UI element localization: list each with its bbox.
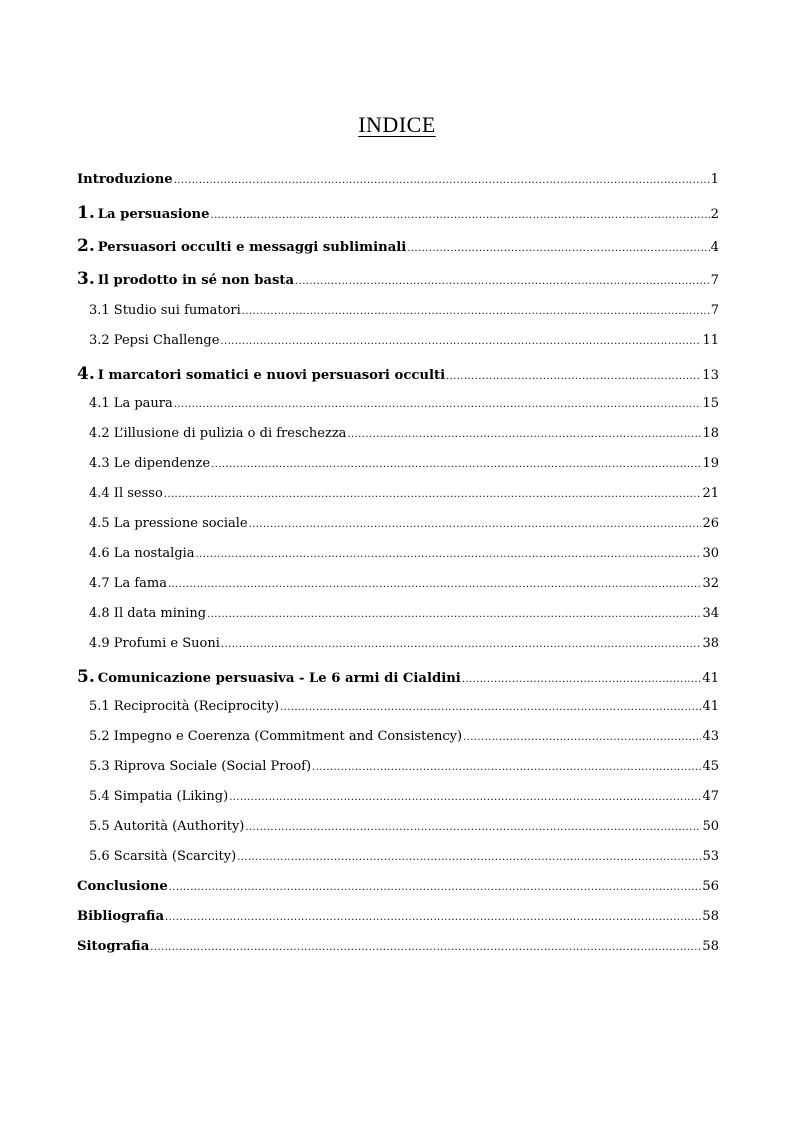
toc-entry-label: 5.6 Scarsità (Scarcity)	[89, 849, 237, 864]
toc-entry[interactable]	[77, 170, 719, 191]
toc-page-number: 41	[702, 699, 719, 714]
toc-page-number: 43	[702, 729, 719, 744]
toc-entry-label: 4.4 Il sesso	[89, 486, 163, 501]
toc-entry-label: Conclusione	[77, 879, 168, 894]
chapter-number: 4.	[77, 364, 95, 384]
dot-leader	[249, 515, 702, 535]
toc-entry-label: 4.2 L’illusione di pulizia o di freschezza	[89, 426, 347, 441]
toc-page-number: 4	[710, 240, 719, 255]
toc-entry-label: 4.5 La pressione sociale	[89, 516, 248, 531]
toc-entry[interactable]	[77, 544, 719, 565]
dot-leader	[220, 332, 701, 352]
toc-entry-label: 4.1 La paura	[89, 396, 173, 411]
dot-leader	[174, 395, 702, 415]
toc-page-number: 30	[702, 546, 719, 561]
toc-entry[interactable]	[77, 907, 719, 928]
toc-page-number: 15	[702, 396, 719, 411]
dot-leader	[446, 367, 701, 387]
chapter-number: 1.	[77, 203, 95, 223]
toc-entry[interactable]	[77, 634, 719, 655]
dot-leader	[150, 938, 701, 958]
toc-entry[interactable]	[77, 514, 719, 535]
toc-entry[interactable]	[77, 269, 719, 292]
dot-leader	[196, 545, 702, 565]
toc-entry-label: 5.1 Reciprocità (Reciprocity)	[89, 699, 280, 714]
toc-page-number: 58	[702, 909, 719, 924]
toc-entry-label: Bibliografia	[77, 909, 165, 924]
dot-leader	[407, 239, 709, 259]
toc-page-number: 32	[702, 576, 719, 591]
toc-entry[interactable]	[77, 847, 719, 868]
toc-entry[interactable]	[77, 697, 719, 718]
toc-entry-label: 3.2 Pepsi Challenge	[89, 333, 220, 348]
toc-page-number: 47	[702, 789, 719, 804]
toc-page-number: 34	[702, 606, 719, 621]
dot-leader	[207, 605, 701, 625]
chapter-number: 3.	[77, 269, 95, 289]
toc-page-number: 19	[702, 456, 719, 471]
toc-entry[interactable]	[77, 484, 719, 505]
toc-entry-label: 5.4 Simpatia (Liking)	[89, 789, 229, 804]
dot-leader	[242, 302, 710, 322]
toc-entry-label: Comunicazione persuasiva - Le 6 armi di Cialdini	[97, 671, 461, 686]
dot-leader	[164, 485, 702, 505]
toc-entry[interactable]	[77, 574, 719, 595]
toc-page-number: 38	[702, 636, 719, 651]
page-title: INDICE	[358, 112, 436, 137]
toc-entry-label: 5.5 Autorità (Authority)	[89, 819, 245, 834]
dot-leader	[229, 788, 701, 808]
dot-leader	[221, 635, 702, 655]
toc-page-number: 13	[702, 368, 719, 383]
toc-entry[interactable]	[77, 817, 719, 838]
toc-entry[interactable]	[77, 727, 719, 748]
toc-page-number: 26	[702, 516, 719, 531]
dot-leader	[174, 171, 710, 191]
dot-leader	[237, 848, 701, 868]
toc-entry-label: 4.8 Il data mining	[89, 606, 207, 621]
dot-leader	[463, 728, 701, 748]
toc-entry-label: 4.3 Le dipendenze	[89, 456, 211, 471]
toc-page-number: 11	[702, 333, 719, 348]
toc-entry-label: 3.1 Studio sui fumatori	[89, 303, 241, 318]
toc-entry[interactable]	[77, 301, 719, 322]
toc-page-number: 7	[710, 303, 719, 318]
dot-leader	[280, 698, 701, 718]
toc-entry-label: 4.6 La nostalgia	[89, 546, 195, 561]
toc-page-number: 41	[702, 671, 719, 686]
chapter-number: 5.	[77, 667, 95, 687]
toc-entry[interactable]	[77, 937, 719, 958]
toc-entry-label: Persuasori occulti e messaggi subliminali	[97, 240, 407, 255]
chapter-number: 2.	[77, 236, 95, 256]
toc-page-number: 53	[702, 849, 719, 864]
toc-entry[interactable]	[77, 604, 719, 625]
toc-page-number: 58	[702, 939, 719, 954]
toc-entry-label: 5.2 Impegno e Coerenza (Commitment and Consistency)	[89, 729, 463, 744]
dot-leader	[312, 758, 701, 778]
dot-leader	[210, 206, 709, 226]
dot-leader	[295, 272, 710, 292]
toc-page-number: 7	[710, 273, 719, 288]
dot-leader	[245, 818, 701, 838]
dot-leader	[165, 908, 701, 928]
toc-entry-label: 4.9 Profumi e Suoni	[89, 636, 220, 651]
toc-entry-label: 4.7 La fama	[89, 576, 167, 591]
dot-leader	[347, 425, 701, 445]
toc-entry-label: La persuasione	[97, 207, 210, 222]
dot-leader	[462, 670, 701, 690]
toc-entry[interactable]	[77, 236, 719, 259]
toc-page-number: 45	[702, 759, 719, 774]
toc-page-number: 18	[702, 426, 719, 441]
toc-entry[interactable]	[77, 203, 719, 226]
toc-entry-label: Il prodotto in sé non basta	[97, 273, 295, 288]
toc-entry[interactable]	[77, 364, 719, 387]
toc-entry[interactable]	[77, 877, 719, 898]
toc-entry[interactable]	[77, 787, 719, 808]
toc-entry[interactable]	[77, 424, 719, 445]
toc-page-number: 50	[702, 819, 719, 834]
dot-leader	[211, 455, 701, 475]
toc-entry[interactable]	[77, 394, 719, 415]
toc-entry[interactable]	[77, 757, 719, 778]
toc-entry-label: Sitografia	[77, 939, 150, 954]
toc-entry[interactable]	[77, 454, 719, 475]
toc-page-number: 21	[702, 486, 719, 501]
dot-leader	[169, 878, 702, 898]
toc-entry-label: Introduzione	[77, 172, 173, 187]
dot-leader	[168, 575, 701, 595]
toc-entry-label: I marcatori somatici e nuovi persuasori occulti	[97, 368, 446, 383]
toc-page-number: 1	[710, 172, 719, 187]
toc-entry-label: 5.3 Riprova Sociale (Social Proof)	[89, 759, 312, 774]
toc-page-number: 2	[710, 207, 719, 222]
toc-entry[interactable]	[77, 667, 719, 690]
toc-entry[interactable]	[77, 331, 719, 352]
toc-page-number: 56	[702, 879, 719, 894]
